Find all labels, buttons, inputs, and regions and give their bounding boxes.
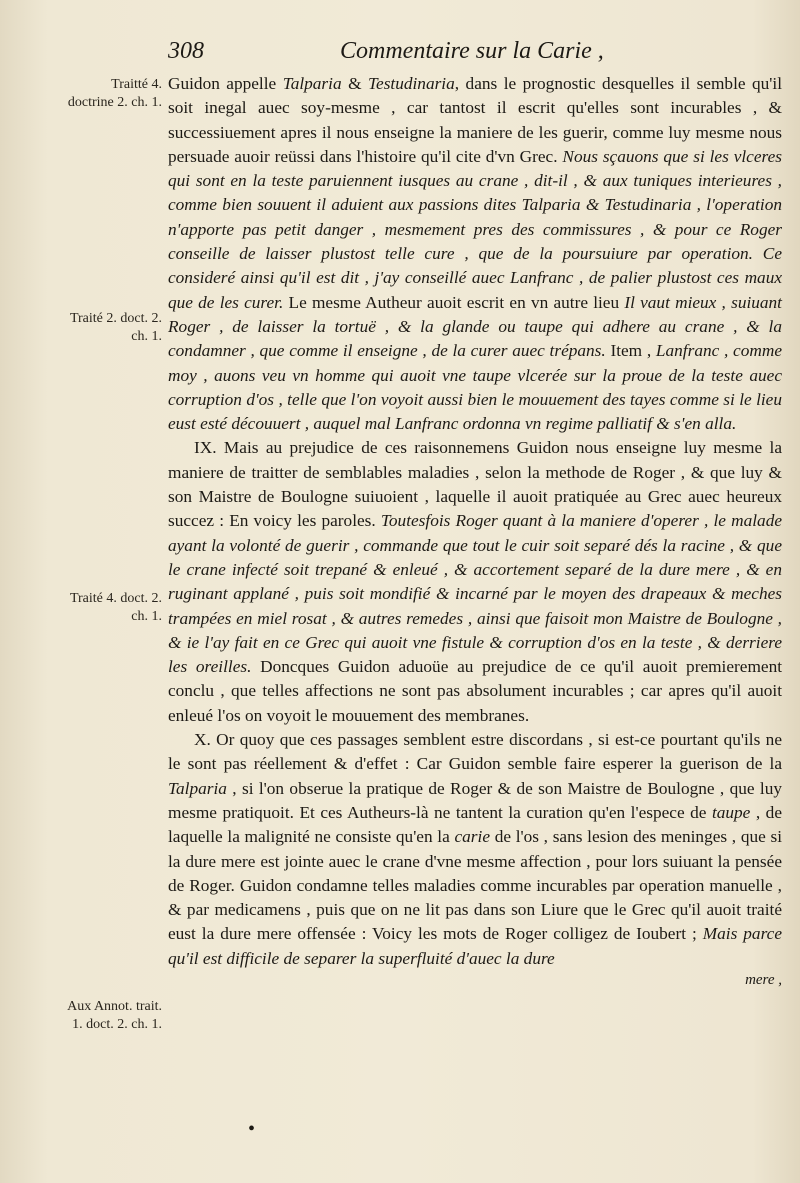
catchword: mere , (745, 971, 782, 988)
paragraph-ix: IX. Mais au prejudice de ces raisonnemens Guidon nous enseigne luy mesme la maniere de traitter de semblables maladies , selon la methode de Roger , & que luy & son Maistre de Boulogne suiuoient , laquelle il auoit pratiquée au Grec auec heureux succez : En voicy les paroles. Toutesfois Roger quant à la maniere d'operer , le malade ayant la volonté de guerir , commande que tout le cuir soit separé dés la racine , & que le crane infecté soit trepané & enleué , & accortement separé de la dure mere , & en ruginant applané , puis soit mondifié & incarné par le moyen des drapeaux & meches trampées en miel rosat , & autres remedes , ainsi que faisoit mon Maistre de Boulogne , & ie l'ay fait en ce Grec qui auoit vne fistule & corruption d'os en la teste , & derriere les oreilles. Doncques Guidon aduoüe au prejudice de ce qu'il auoit premierement conclu , que telles affections ne sont pas absolument incurables ; car apres qu'il auoit enleué l'os on voyoit le mouuement des membranes. (168, 438, 783, 725)
ornament-dot-icon: • (248, 1118, 256, 1140)
margin-note: Traitté 4. doctrine 2. ch. 1. (67, 77, 162, 110)
margin-note: Aux Annot. trait. 1. doct. 2. ch. 1. (67, 999, 162, 1032)
running-title: Commentaire sur la Carie , (340, 38, 604, 64)
paragraph-x: X. Or quoy que ces passages semblent estre discordans , si est-ce pourtant qu'ils ne le sont pas réellement & d'effet : Car Guidon semble faire esperer la guerison de la Talparia , si l'on obserue la pratique de Roger & de son Maistre de Boulogne , que luy mesme pratiquoit. Et ces Autheurs-là ne tantent la curation qu'en l'espece de taupe , de laquelle la malignité ne consiste qu'en la carie de l'os , sans lesion des meninges , que si la dure mere est jointe auec le crane d'vne mesme affection , pour lors suiuant la pensée de Roger. Guidon condamne telles maladies comme incurables par operation manuelle , & par medicamens , puis que on ne lit pas dans son Liure que le Grec qu'il auoit traité eust la dure mere offensée : Voicy les mots de Roger colligez de Ioubert ; Mais parce qu'il est difficile de separer la superfluité d'auec la dure mere , (168, 730, 782, 988)
margin-note: Traité 4. doct. 2. ch. 1. (69, 591, 162, 624)
paragraph: Guidon appelle Talparia & Testudinaria, dans le prognostic desquelles il semble qu'il soit inegal auec soy-mesme , car tantost il escrit qu'elles sont incurables , & successiuement apres il nous enseigne la maniere de les guerir, comme luy mesme nous persuade auoir reüssi dans l'histoire qu'il cite d'vn Grec. Nous sçauons que si les vlceres qui sont en la teste paruiennent iusques au crane , dit-il , & aux tuniques interieures , comme bien souuent il aduient aux passions dites Talparia & Testudinaria , l'operation n'apporte pas petit danger , mesmement pres des commissures , & pour ce Roger conseille de laisser plustost telle cure , que de la poursuiure par operation. Ce consideré ainsi qu'il est dit , j'ay conseillé auec Lanfranc , de palier plustost ces maux que de les curer. Le mesme Autheur auoit escrit en vn autre lieu Il vaut mieux , suiuant Roger , de laisser la tortuë , & la glande ou taupe qui adhere au crane , & la condamner , que comme il enseigne , de la curer auec trépans. Item , Lanfranc , comme moy , auons veu vn homme qui auoit vne taupe vlcerée sur la proue de la teste auec corruption d'os , telle que l'on voyoit aussi bien le mouuement des tayes comme si le lieu eust esté découuert , auquel mal Lanfranc ordonna vn regime palliatif & s'en alla. (168, 74, 783, 434)
page-header (168, 38, 728, 68)
main-text (168, 72, 782, 989)
page-number: 308 (168, 38, 204, 64)
margin-note: Traité 2. doct. 2. ch. 1. (69, 311, 162, 344)
